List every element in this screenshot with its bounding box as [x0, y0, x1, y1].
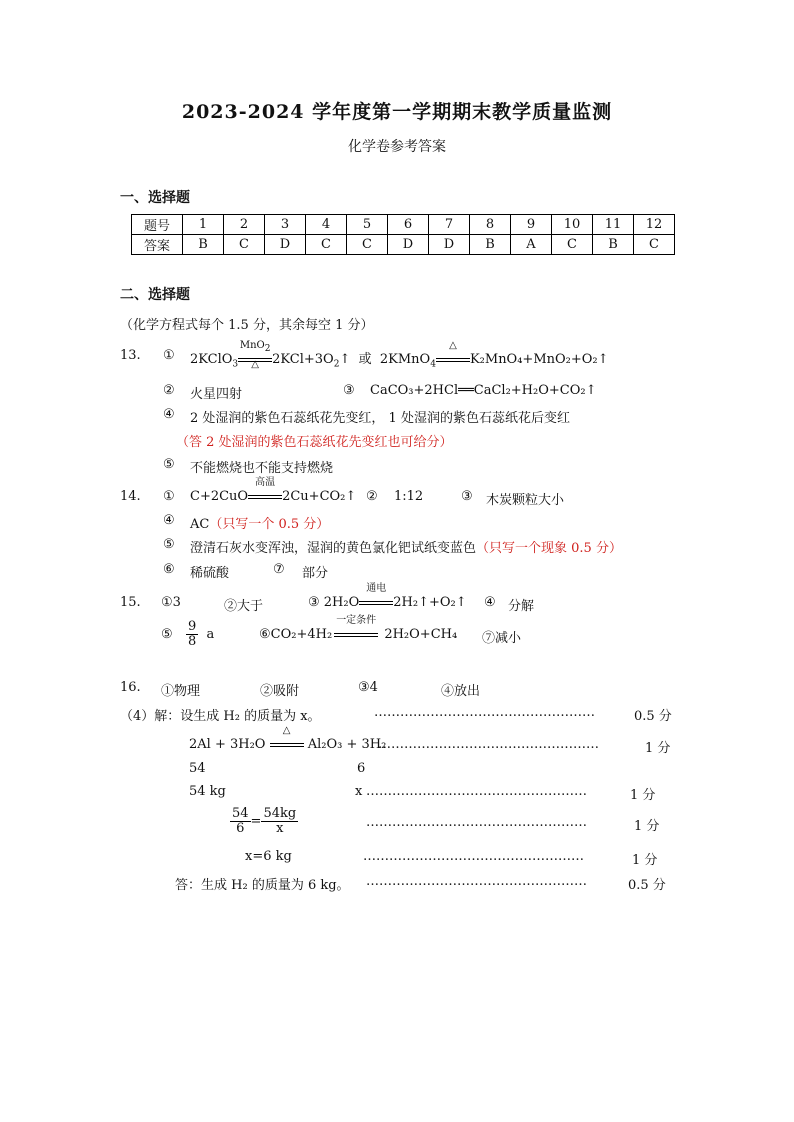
q13-marker: ④: [163, 407, 175, 422]
table-cell: B: [183, 235, 224, 255]
score: 1 分: [634, 819, 660, 834]
q15-answer-6: ⑥CO₂+4H₂ 一定条件 2H₂O+CH₄: [259, 615, 458, 642]
q15-answer-3: ③ 2H₂O 通电 2H₂↑+O₂↑: [308, 583, 467, 610]
table-row: [132, 235, 675, 255]
q14-marker: ①: [163, 489, 175, 504]
q13-answer-5: 不能燃烧也不能支持燃烧: [190, 461, 334, 476]
q14-marker: ②: [366, 489, 378, 504]
leader-dots: ……………………………………………: [374, 705, 595, 720]
q16-solution-intro: （4）解：设生成 H₂ 的质量为 x。: [120, 709, 321, 724]
table-cell: 12: [634, 215, 675, 235]
page-subtitle: 化学卷参考答案: [348, 139, 446, 155]
table-row: [132, 215, 675, 235]
score: 1 分: [632, 853, 658, 868]
table-answer-label: 答案: [132, 235, 183, 255]
q14-marker: ⑤: [163, 537, 175, 552]
table-cell: B: [470, 235, 511, 255]
q13-marker: ②: [163, 383, 175, 398]
scoring-note: （化学方程式每个 1.5 分，其余每空 1 分）: [120, 318, 374, 333]
q13-answer-4: 2 处湿润的紫色石蕊纸花先变红， 1 处湿润的紫色石蕊纸花后变红: [190, 411, 570, 426]
q15-number: 15.: [120, 595, 141, 610]
q15-marker: ⑤: [161, 627, 173, 642]
molar-mass-al: 54: [189, 761, 206, 776]
q16-equation: 2Al + 3H₂O △ Al₂O₃ + 3H₂: [189, 725, 387, 752]
q16-answer-2: ②吸附: [260, 684, 300, 699]
table-cell: 9: [511, 215, 552, 235]
q14-answer-5: 澄清石灰水变浑浊，湿润的黄色氯化钯试纸变蓝色（只写一个现象 0.5 分）: [190, 541, 622, 556]
q16-answer-1: ①物理: [161, 684, 201, 699]
table-cell: 2: [224, 215, 265, 235]
section1-heading: 一、选择题: [120, 190, 190, 206]
given-mass: 54 kg: [189, 784, 226, 799]
q14-answer-3: 木炭颗粒大小: [486, 493, 565, 508]
result: x=6 kg: [245, 849, 292, 864]
leader-dots: ……………………………………………: [366, 874, 587, 889]
q14-answer-2: 1:12: [394, 489, 424, 504]
table-cell: 6: [388, 215, 429, 235]
leader-dots: ……………………………………………: [366, 815, 587, 830]
q15-answer-4: 分解: [508, 599, 535, 614]
q14-number: 14.: [120, 489, 141, 504]
page-title: 2023-2024 学年度第一学期期末教学质量监测: [181, 101, 613, 123]
q16-number: 16.: [120, 680, 141, 695]
q15-answer-5: $\frac{9}{8}$ a: [188, 619, 215, 649]
q14-answer-4: AC（只写一个 0.5 分）: [190, 517, 330, 532]
table-cell: C: [552, 235, 593, 255]
score: 1 分: [630, 788, 656, 803]
q13-number: 13.: [120, 348, 141, 363]
table-cell: 11: [593, 215, 634, 235]
section2-heading: 二、选择题: [120, 287, 190, 303]
table-header-label: 题号: [132, 215, 183, 235]
q14-marker: ⑥: [163, 562, 175, 577]
q13-answer-4-note: （答 2 处湿润的紫色石蕊纸花先变红也可给分）: [176, 435, 453, 450]
table-cell: 1: [183, 215, 224, 235]
q13-answer-1: 2KClO$_3$ MnO$_2$ △ $2KCl+3O_2↑$ 或 2KMnO$_4$ △ K₂MnO₄+MnO₂+O₂↑: [190, 340, 609, 370]
q16-answer-3: ③4: [358, 680, 378, 695]
table-cell: 10: [552, 215, 593, 235]
table-cell: B: [593, 235, 634, 255]
score: 0.5 分: [634, 709, 672, 724]
q14-marker: ⑦: [273, 562, 285, 577]
q13-marker: ①: [163, 348, 175, 363]
answer-table: [131, 214, 675, 255]
table-cell: 7: [429, 215, 470, 235]
q15-answer-2: ②大于: [224, 599, 264, 614]
unknown-x: x: [355, 784, 363, 799]
q15-answer-1: ①3: [161, 595, 181, 610]
q13-marker: ⑤: [163, 457, 175, 472]
q14-marker: ③: [461, 489, 473, 504]
table-cell: D: [388, 235, 429, 255]
score: 0.5 分: [628, 878, 666, 893]
molar-mass-h2: 6: [357, 761, 366, 776]
table-cell: 4: [306, 215, 347, 235]
table-cell: C: [347, 235, 388, 255]
table-cell: 3: [265, 215, 306, 235]
q13-answer-3: CaCO₃+2HCl══CaCl₂+H₂O+CO₂↑: [370, 383, 597, 398]
q14-answer-7: 部分: [302, 566, 329, 581]
leader-dots: ……………………………………………: [378, 737, 599, 752]
table-cell: C: [224, 235, 265, 255]
table-cell: C: [306, 235, 347, 255]
table-cell: 5: [347, 215, 388, 235]
table-cell: A: [511, 235, 552, 255]
table-cell: 8: [470, 215, 511, 235]
q13-answer-2: 火星四射: [190, 387, 243, 402]
final-answer: 答：生成 H₂ 的质量为 6 kg。: [175, 878, 350, 893]
q15-answer-7: ⑦减小: [482, 631, 522, 646]
q14-answer-1: C+2CuO 高温 2Cu+CO₂↑: [190, 477, 357, 504]
proportion: $\frac{54}{6}$ = $\frac{54kg}{x}$: [232, 806, 297, 836]
table-cell: D: [265, 235, 306, 255]
leader-dots: ……………………………………………: [366, 784, 587, 799]
score: 1 分: [645, 741, 671, 756]
q16-answer-4: ④放出: [441, 684, 481, 699]
table-cell: C: [634, 235, 675, 255]
q14-marker: ④: [163, 513, 175, 528]
q13-marker: ③: [343, 383, 355, 398]
table-cell: D: [429, 235, 470, 255]
leader-dots: ……………………………………………: [363, 849, 584, 864]
q14-answer-6: 稀硫酸: [190, 566, 230, 581]
q15-marker: ④: [484, 595, 496, 610]
